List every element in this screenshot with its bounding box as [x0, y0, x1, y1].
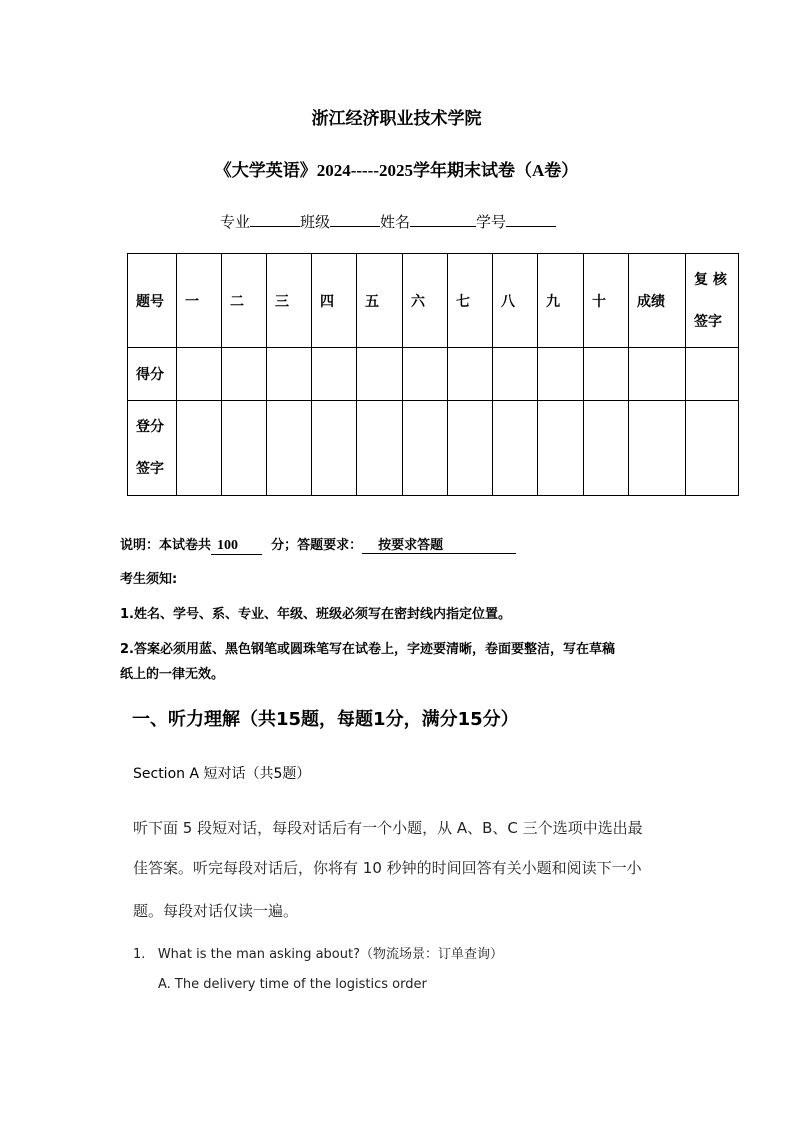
- exam-note: [120, 534, 516, 555]
- review-label: 复 核: [694, 271, 727, 288]
- question-1: [133, 943, 503, 962]
- score-cell[interactable]: [538, 348, 584, 401]
- total-score: 100: [211, 538, 262, 555]
- note-prefix: 说明：本试卷共: [120, 538, 212, 553]
- score-cell[interactable]: [177, 348, 222, 401]
- sign-cell[interactable]: [312, 401, 357, 496]
- table-cell: 十: [584, 254, 629, 348]
- table-cell: 九: [538, 254, 584, 348]
- sign-cell[interactable]: [584, 401, 629, 496]
- sign-cell[interactable]: [538, 401, 584, 496]
- notice-title: 考生须知:: [120, 572, 178, 587]
- table-cell: 七: [448, 254, 493, 348]
- school-name: 浙江经济职业技术学院: [311, 109, 482, 128]
- option-a[interactable]: A. The delivery time of the logistics order: [158, 977, 427, 992]
- sign-cell[interactable]: [629, 401, 686, 496]
- table-cell: [128, 401, 177, 496]
- sign-cell[interactable]: [177, 401, 222, 496]
- student-info-line: [220, 211, 556, 232]
- major-blank[interactable]: [250, 212, 300, 227]
- section-heading: 一、听力理解（共15题，每题1分，满分15分）: [132, 709, 519, 730]
- record-label: 登分: [136, 419, 164, 435]
- score-cell[interactable]: [584, 348, 629, 401]
- sign-cell[interactable]: [403, 401, 448, 496]
- name-label: 姓名: [380, 213, 411, 231]
- score-cell[interactable]: [312, 348, 357, 401]
- table-cell: 四: [312, 254, 357, 348]
- student-id-blank[interactable]: [506, 212, 556, 227]
- score-cell[interactable]: [357, 348, 403, 401]
- score-cell[interactable]: [493, 348, 538, 401]
- table-cell: 一: [177, 254, 222, 348]
- exam-title: 《大学英语》2024-----2025学年期末试卷（A卷）: [214, 161, 579, 180]
- sign-label: 签字: [136, 461, 164, 477]
- sign-cell[interactable]: [493, 401, 538, 496]
- sign-cell[interactable]: [448, 401, 493, 496]
- table-cell: 三: [267, 254, 312, 348]
- notice-2-line1: 2.答案必须用蓝、黑色钢笔或圆珠笔写在试卷上，字迹要清晰，卷面要整洁，写在草稿: [120, 642, 615, 657]
- note-mid: 分；答题要求：: [271, 538, 363, 553]
- table-cell: 得分: [128, 348, 177, 401]
- table-row: [128, 401, 739, 496]
- table-cell: 题号: [128, 254, 177, 348]
- table-row: [128, 254, 739, 348]
- score-cell[interactable]: [686, 348, 739, 401]
- score-cell[interactable]: [267, 348, 312, 401]
- question-number: 1.: [133, 947, 146, 962]
- score-table: [127, 253, 739, 496]
- table-row: [128, 348, 739, 401]
- answer-requirement: 按要求答题: [362, 534, 516, 554]
- score-cell[interactable]: [448, 348, 493, 401]
- notice-1: 1.姓名、学号、系、专业、年级、班级必须写在密封线内指定位置。: [120, 607, 511, 622]
- student-id-label: 学号: [476, 213, 507, 231]
- intro-line-3: 题。每段对话仅读一遍。: [133, 902, 299, 920]
- sign-cell[interactable]: [357, 401, 403, 496]
- class-label: 班级: [300, 213, 331, 231]
- score-cell[interactable]: [222, 348, 267, 401]
- notice-2-line2: 纸上的一律无效。: [120, 667, 225, 682]
- sign-label: 签字: [694, 313, 722, 330]
- table-cell: 二: [222, 254, 267, 348]
- score-cell[interactable]: [403, 348, 448, 401]
- name-blank[interactable]: [410, 212, 476, 227]
- intro-line-2: 佳答案。听完每段对话后，你将有 10 秒钟的时间回答有关小题和阅读下一小: [133, 859, 642, 877]
- sign-cell[interactable]: [267, 401, 312, 496]
- question-text: What is the man asking about?（物流场景：订单查询）: [157, 947, 503, 962]
- class-blank[interactable]: [330, 212, 380, 227]
- score-cell[interactable]: [629, 348, 686, 401]
- table-cell: 成绩: [629, 254, 686, 348]
- table-cell: 五: [357, 254, 403, 348]
- sign-cell[interactable]: [686, 401, 739, 496]
- table-cell: 六: [403, 254, 448, 348]
- section-a-heading: Section A 短对话（共5题）: [133, 766, 311, 782]
- sign-cell[interactable]: [222, 401, 267, 496]
- intro-line-1: 听下面 5 段短对话，每段对话后有一个小题，从 A、B、C 三个选项中选出最: [133, 819, 643, 837]
- table-cell: [686, 254, 739, 348]
- major-label: 专业: [220, 213, 251, 231]
- table-cell: 八: [493, 254, 538, 348]
